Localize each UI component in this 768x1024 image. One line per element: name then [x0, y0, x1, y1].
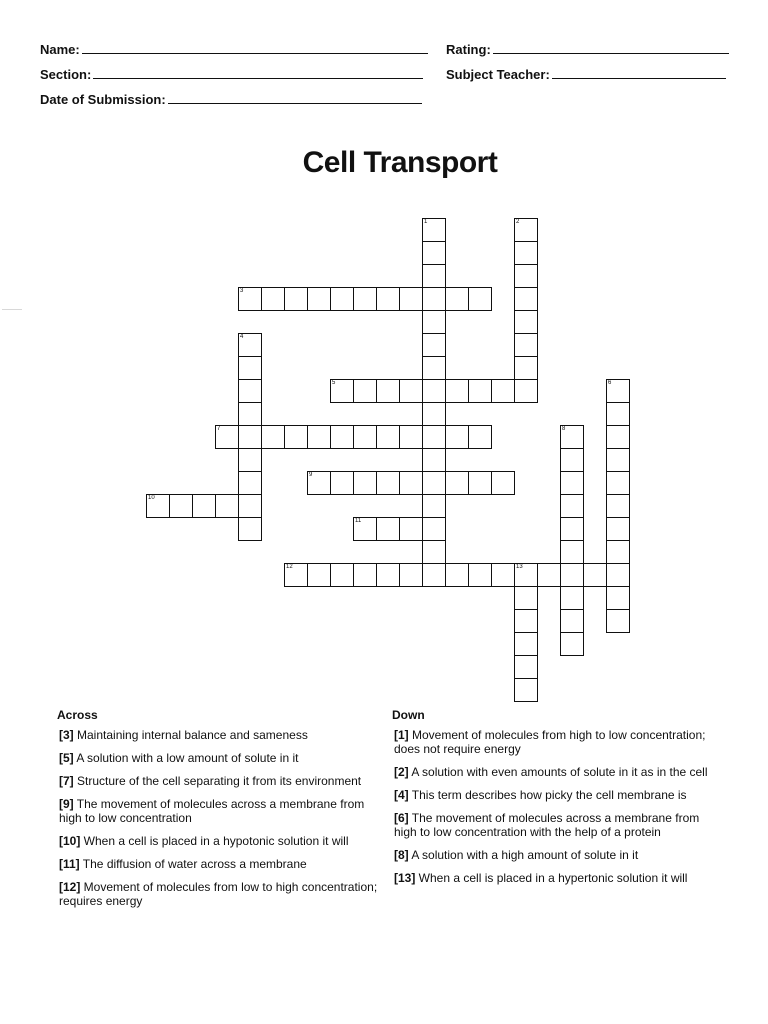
crossword-cell[interactable] [468, 563, 492, 587]
crossword-cell[interactable] [445, 563, 469, 587]
crossword-cell[interactable] [491, 471, 515, 495]
clue-number-label: 11 [355, 518, 362, 524]
clue-across-12: [12] Movement of molecules from low to high concentration; requires energy [59, 880, 378, 908]
crossword-cell[interactable] [422, 356, 446, 380]
crossword-cell[interactable] [606, 517, 630, 541]
teacher-label: Subject Teacher: [446, 67, 550, 82]
crossword-cell[interactable] [376, 379, 400, 403]
crossword-cell[interactable] [399, 379, 423, 403]
clue-number-label: 9 [309, 472, 313, 478]
crossword-cell[interactable] [353, 517, 377, 541]
crossword-cell[interactable] [606, 425, 630, 449]
crossword-cell[interactable] [284, 287, 308, 311]
crossword-cell[interactable] [215, 425, 239, 449]
crossword-cell[interactable] [238, 379, 262, 403]
crossword-cell[interactable] [261, 425, 285, 449]
crossword-cell[interactable] [560, 632, 584, 656]
rating-label: Rating: [446, 42, 491, 57]
across-clues [57, 708, 387, 917]
crossword-cell[interactable] [422, 333, 446, 357]
crossword-cell[interactable] [422, 471, 446, 495]
crossword-cell[interactable] [422, 264, 446, 288]
crossword-cell[interactable] [330, 563, 354, 587]
crossword-cell[interactable] [330, 471, 354, 495]
crossword-cell[interactable] [514, 264, 538, 288]
crossword-cell[interactable] [606, 609, 630, 633]
crossword-cell[interactable] [215, 494, 239, 518]
clue-number-label: 10 [148, 495, 155, 501]
crossword-cell[interactable] [238, 494, 262, 518]
page-title: Cell Transport [302, 146, 498, 179]
clue-number-label: 1 [424, 219, 428, 225]
clue-across-7: [7] Structure of the cell separating it from its environment [59, 774, 362, 788]
crossword-cell[interactable] [560, 609, 584, 633]
crossword-cell[interactable] [514, 356, 538, 380]
clue-across-5: [5] A solution with a low amount of solute in it [59, 751, 299, 765]
crossword-cell[interactable] [330, 425, 354, 449]
crossword-cell[interactable] [330, 379, 354, 403]
crossword-cell[interactable] [445, 379, 469, 403]
crossword-cell[interactable] [560, 425, 584, 449]
crossword-cell[interactable] [491, 563, 515, 587]
crossword-cell[interactable] [284, 425, 308, 449]
crossword-cell[interactable] [238, 517, 262, 541]
clue-down-6: [6] The movement of molecules across a membrane from high to low concentration with the help of a protein [394, 811, 700, 839]
crossword-cell[interactable] [238, 333, 262, 357]
crossword-cell[interactable] [491, 379, 515, 403]
crossword-cell[interactable] [514, 563, 538, 587]
crossword-cell[interactable] [560, 494, 584, 518]
crossword-cell[interactable] [376, 517, 400, 541]
crossword-cell[interactable] [307, 563, 331, 587]
crossword-cell[interactable] [422, 241, 446, 265]
crossword-cell[interactable] [514, 287, 538, 311]
crossword-cell[interactable] [238, 356, 262, 380]
crossword-cell[interactable] [353, 471, 377, 495]
crossword-cell[interactable] [514, 333, 538, 357]
crossword-cell[interactable] [560, 471, 584, 495]
crossword-cell[interactable] [376, 425, 400, 449]
crossword-cell[interactable] [422, 517, 446, 541]
crossword-cell[interactable] [307, 471, 331, 495]
crossword-cell[interactable] [537, 563, 561, 587]
crossword-cell[interactable] [422, 425, 446, 449]
crossword-cell[interactable] [284, 563, 308, 587]
clue-number-label: 5 [332, 380, 336, 386]
clue-number-label: 8 [562, 426, 566, 432]
crossword-cell[interactable] [307, 425, 331, 449]
crossword-cell[interactable] [399, 287, 423, 311]
clue-down-2: [2] A solution with even amounts of solute in it as in the cell [394, 765, 708, 779]
clue-number-label: 3 [240, 288, 244, 294]
crossword-cell[interactable] [238, 287, 262, 311]
crossword-cell[interactable] [514, 609, 538, 633]
clue-number-label: 6 [608, 380, 612, 386]
name-label: Name: [40, 42, 80, 57]
crossword-cell[interactable] [606, 540, 630, 564]
crossword-cell[interactable] [146, 494, 170, 518]
clue-across-10: [10] When a cell is placed in a hypotonic solution it will [59, 834, 349, 848]
crossword-cell[interactable] [399, 517, 423, 541]
crossword-cell[interactable] [238, 402, 262, 426]
crossword-cell[interactable] [514, 379, 538, 403]
clue-number-label: 2 [516, 219, 520, 225]
crossword-cell[interactable] [514, 678, 538, 702]
clue-number-label: 4 [240, 334, 244, 340]
across-heading: Across [57, 708, 98, 722]
crossword-cell[interactable] [330, 287, 354, 311]
crossword-cell[interactable] [514, 310, 538, 334]
crossword-cell[interactable] [399, 425, 423, 449]
crossword-cell[interactable] [422, 310, 446, 334]
down-clue-list [392, 728, 710, 885]
crossword-cell[interactable] [560, 540, 584, 564]
down-heading: Down [392, 708, 425, 722]
crossword-cell[interactable] [353, 425, 377, 449]
crossword-cell[interactable] [468, 425, 492, 449]
clue-down-13: [13] When a cell is placed in a hypertonic solution it will [394, 871, 688, 885]
clue-number-label: 12 [286, 564, 293, 570]
crossword-cell[interactable] [422, 218, 446, 242]
crossword-cell[interactable] [238, 448, 262, 472]
crossword-cell[interactable] [560, 517, 584, 541]
crossword-cell[interactable] [399, 563, 423, 587]
clue-number-label: 7 [217, 426, 221, 432]
crossword-cell[interactable] [353, 287, 377, 311]
clue-down-8: [8] A solution with a high amount of solute in it [394, 848, 639, 862]
crossword-cell[interactable] [307, 287, 331, 311]
crossword-cell[interactable] [445, 471, 469, 495]
crossword-cell[interactable] [422, 563, 446, 587]
clue-down-4: [4] This term describes how picky the cell membrane is [394, 788, 687, 802]
crossword-cell[interactable] [606, 448, 630, 472]
crossword-cell[interactable] [399, 471, 423, 495]
crossword-cell[interactable] [422, 402, 446, 426]
crossword-cell[interactable] [560, 563, 584, 587]
crossword-cell[interactable] [606, 563, 630, 587]
clue-across-11: [11] The diffusion of water across a membrane [59, 857, 307, 871]
across-clue-list [57, 728, 387, 908]
crossword-cell[interactable] [353, 379, 377, 403]
crossword-cell[interactable] [422, 448, 446, 472]
clue-number-label: 13 [516, 564, 523, 570]
crossword-cell[interactable] [169, 494, 193, 518]
crossword-cell[interactable] [514, 632, 538, 656]
crossword-cell[interactable] [606, 586, 630, 610]
crossword-cell[interactable] [376, 287, 400, 311]
crossword-cell[interactable] [376, 471, 400, 495]
crossword-cell[interactable] [422, 494, 446, 518]
crossword-cell[interactable] [422, 379, 446, 403]
crossword-cell[interactable] [468, 287, 492, 311]
crossword-cell[interactable] [514, 218, 538, 242]
crossword-cell[interactable] [422, 287, 446, 311]
crossword-cell[interactable] [238, 425, 262, 449]
crossword-cell[interactable] [606, 471, 630, 495]
crossword-cell[interactable] [606, 494, 630, 518]
crossword-cell[interactable] [445, 425, 469, 449]
crossword-cell[interactable] [560, 586, 584, 610]
section-label: Section: [40, 67, 92, 82]
crossword-cell[interactable] [560, 448, 584, 472]
crossword-cell[interactable] [583, 563, 607, 587]
crossword-cell[interactable] [192, 494, 216, 518]
clue-across-9: [9] The movement of molecules across a membrane from high to low concentration [59, 797, 365, 825]
crossword-cell[interactable] [353, 563, 377, 587]
crossword-cell[interactable] [468, 379, 492, 403]
date-label: Date of Submission: [40, 92, 166, 107]
clue-down-1: [1] Movement of molecules from high to low concentration; does not require energy [394, 728, 706, 756]
crossword-cell[interactable] [514, 241, 538, 265]
crossword-cell[interactable] [606, 402, 630, 426]
crossword-cell[interactable] [514, 586, 538, 610]
crossword-cell[interactable] [606, 379, 630, 403]
crossword-cell[interactable] [261, 287, 285, 311]
down-clues [392, 708, 710, 894]
crossword-cell[interactable] [445, 287, 469, 311]
crossword-cell[interactable] [468, 471, 492, 495]
crossword-cell[interactable] [238, 471, 262, 495]
crossword-cell[interactable] [514, 655, 538, 679]
crossword-cell[interactable] [376, 563, 400, 587]
clue-across-3: [3] Maintaining internal balance and sameness [59, 728, 308, 742]
crossword-cell[interactable] [422, 540, 446, 564]
